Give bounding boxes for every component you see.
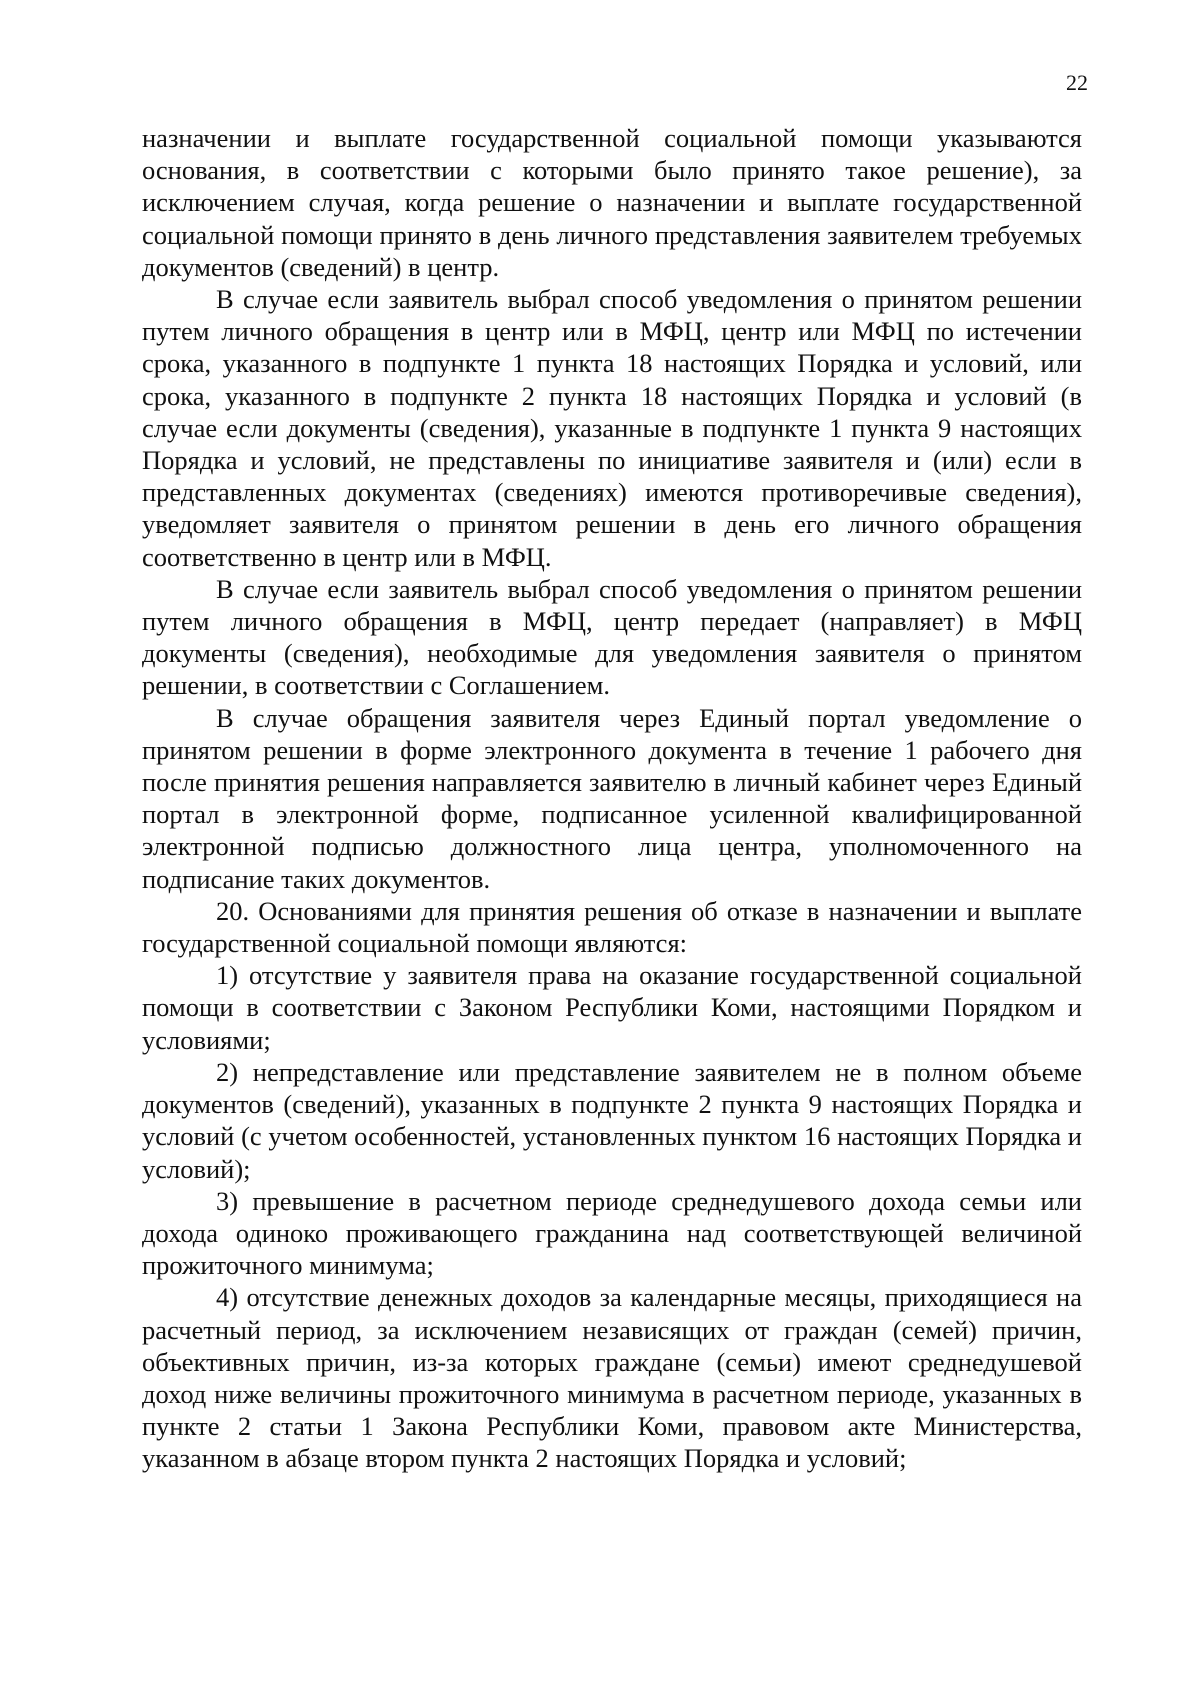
paragraph-continuation: назначении и выплате государственной социальной помощи указываются основания, в соответствии с которыми было принято такое решение), за исключением случая, когда решение о назначении и выплате государственной социальной помощи принято в день личного представления заявителем требуемых документов (сведений) в центр. (142, 123, 1082, 282)
list-item-1: 1) отсутствие у заявителя права на оказание государственной социальной помощи в соответствии с Законом Республики Коми, настоящими Порядком и условиями; (142, 960, 1082, 1055)
list-item-3: 3) превышение в расчетном периоде среднедушевого дохода семьи или дохода одиноко проживающего гражданина над соответствующей величиной прожиточного минимума; (142, 1185, 1082, 1281)
list-item-2: 2) непредставление или представление заявителем не в полном объеме документов (сведений), указанных в подпункте 2 пункта 9 настоящих Порядка и условий (с учетом особенностей, установленных пунктом 16 настоящих Порядка и условий); (142, 1056, 1082, 1184)
paragraph-notification-personal: В случае если заявитель выбрал способ уведомления о принятом решении путем личного обращения в центр или в МФЦ, центр или МФЦ по истечении срока, указанного в подпункте 1 пункта 18 настоящих Порядка и условий, или срока, указанного в подпункте 2 пункта 18 настоящих Порядка и условий (в случае если документы (сведения), указанные в подпункте 1 пункта 9 настоящих Порядка и условий, не представлены по инициативе заявителя и (или) если в представленных документах (сведениях) имеются противоречивые сведения), уведомляет заявителя о принятом решении в день его личного обращения соответственно в центр или в МФЦ. (142, 284, 1082, 572)
paragraph-notification-portal: В случае обращения заявителя через Единый портал уведомление о принятом решении в форме электронного документа в течение 1 рабочего дня после принятия решения направляется заявителю в личный кабинет через Единый портал в электронной форме, подписанное усиленной квалифицированной электронной подписью должностного лица центра, уполномоченного на подписание таких документов. (142, 702, 1082, 894)
list-item-4: 4) отсутствие денежных доходов за календарные месяцы, приходящиеся на расчетный период, за исключением независящих от граждан (семей) причин, объективных причин, из-за которых граждане (семьи) имеют среднедушевой доход ниже величины прожиточного минимума в расчетном периоде, указанных в пункте 2 статьи 1 Закона Республики Коми, правовом акте Министерства, указанном в абзаце втором пункта 2 настоящих Порядка и условий; (142, 1282, 1082, 1474)
paragraph-clause-20: 20. Основаниями для принятия решения об отказе в назначении и выплате государственной социальной помощи являются: (142, 895, 1082, 959)
document-body (142, 122, 1082, 1475)
page-number: 22 (1066, 70, 1088, 95)
paragraph-notification-mfc: В случае если заявитель выбрал способ уведомления о принятом решении путем личного обращения в МФЦ, центр передает (направляет) в МФЦ документы (сведения), необходимые для уведомления заявителя о принятом решении, в соответствии с Соглашением. (142, 573, 1082, 701)
